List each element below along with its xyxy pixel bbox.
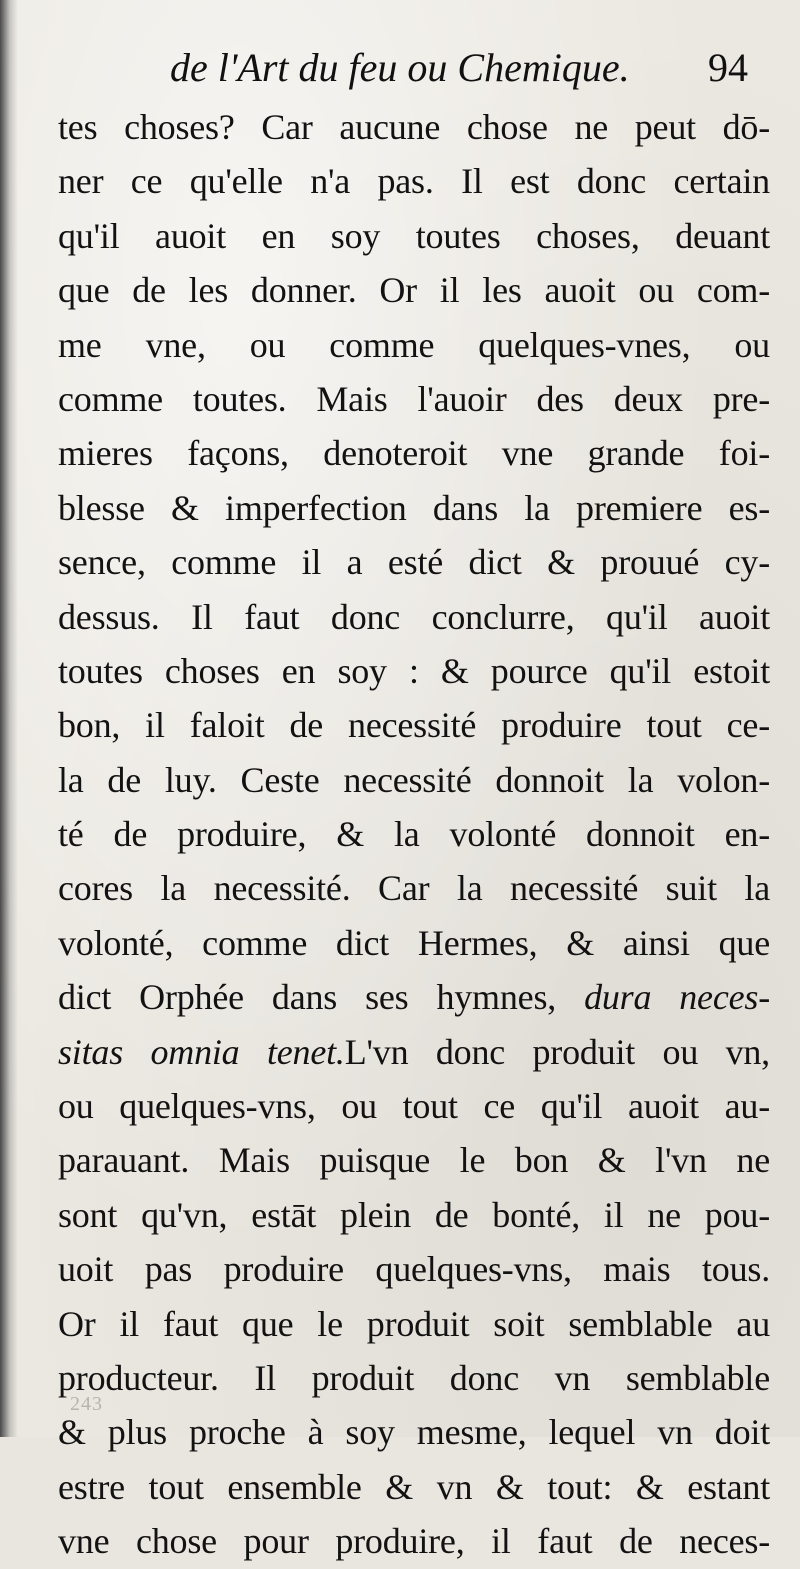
text-line-23: Or il faut que le produit soit semblable au <box>58 1303 770 1344</box>
text-line-2: ner ce qu'elle n'a pas. Il est donc certain <box>58 161 770 202</box>
text-line-25: & plus proche à soy mesme, lequel vn doit <box>58 1412 770 1453</box>
text-line-1: tes choses? Car aucune chose ne peut dō- <box>58 107 770 147</box>
page-number: 94 <box>708 45 748 90</box>
text-line-21: sont qu'vn, estāt plein de bonté, il ne pou- <box>58 1194 770 1235</box>
text-line-22: uoit pas produire quelques-vns, mais tous. <box>58 1249 770 1290</box>
text-line-13: la de luy. Ceste necessité donnoit la volon- <box>58 759 770 800</box>
text-line-6: comme toutes. Mais l'auoir des deux pre- <box>58 378 770 419</box>
faint-bottom-mark: 243 <box>70 1393 103 1415</box>
gutter-shadow <box>0 0 18 1437</box>
text-line-9: sence, comme il a esté dict & prouué cy- <box>58 542 770 583</box>
text-line-8: blesse & imperfection dans la premiere es- <box>58 487 770 528</box>
text-line-18 <box>58 1025 770 1079</box>
text-line-17-italic: dura neces- <box>584 977 770 1018</box>
text-line-18-roman: L'vn donc produit ou vn, <box>344 1031 770 1072</box>
text-line-17-roman: dict Orphée dans ses hymnes, <box>58 977 557 1018</box>
text-line-27: vne chose pour produire, il faut de neces- <box>58 1521 770 1562</box>
text-line-15: cores la necessité. Car la necessité suit la <box>58 868 770 909</box>
body-text <box>58 100 770 1569</box>
text-line-11: toutes choses en soy : & pource qu'il estoit <box>58 650 770 691</box>
text-line-5: me vne, ou comme quelques-vnes, ou <box>58 324 770 365</box>
text-line-24: producteur. Il produit donc vn semblable <box>58 1357 770 1398</box>
running-title: de l'Art du feu ou Chemique. <box>170 45 630 90</box>
text-line-20: parauant. Mais puisque le bon & l'vn ne <box>58 1140 770 1181</box>
running-head <box>60 44 760 94</box>
text-line-19: ou quelques-vns, ou tout ce qu'il auoit au- <box>58 1086 770 1127</box>
text-line-14: té de produire, & la volonté donnoit en- <box>58 814 770 855</box>
text-line-10: dessus. Il faut donc conclurre, qu'il auoit <box>58 596 770 637</box>
text-line-18-italic: sitas omnia tenet. <box>58 1031 345 1072</box>
text-line-12: bon, il faloit de necessité produire tout ce- <box>58 705 770 746</box>
text-line-3: qu'il auoit en soy toutes choses, deuant <box>58 215 770 256</box>
text-line-7: mieres façons, denoteroit vne grande foi- <box>58 433 770 474</box>
text-line-17 <box>58 970 770 1024</box>
text-line-16: volonté, comme dict Hermes, & ainsi que <box>58 922 770 963</box>
text-line-4: que de les donner. Or il les auoit ou com- <box>58 270 770 311</box>
text-line-26: estre tout ensemble & vn & tout: & estant <box>58 1466 770 1507</box>
